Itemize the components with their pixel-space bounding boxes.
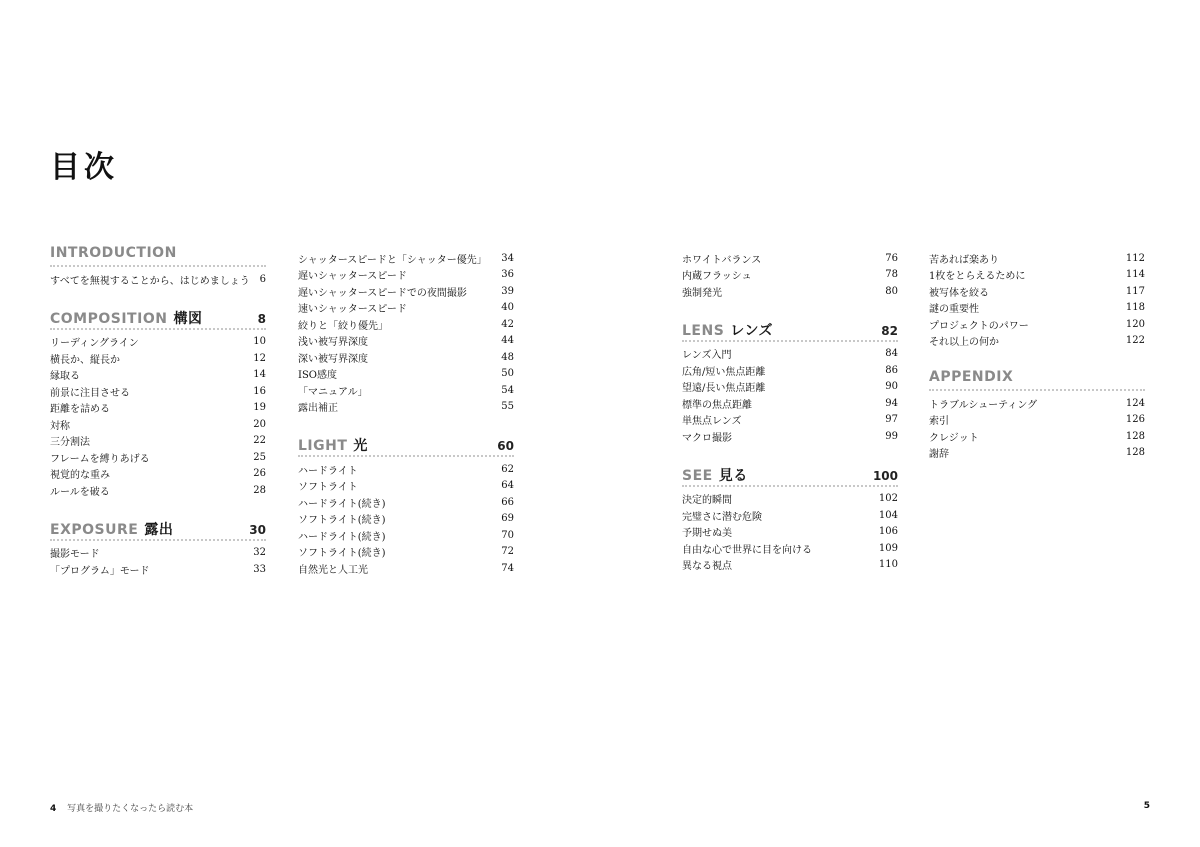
toc-section: [298, 435, 514, 577]
toc-entry-title: ISO感度: [298, 370, 337, 382]
toc-entry-page-number: 12: [253, 352, 266, 364]
section-heading: [682, 465, 898, 487]
toc-entry-page-number: 20: [253, 418, 266, 430]
toc-entry-title: 謝辞: [929, 449, 949, 461]
toc-entry-page-number: 118: [1125, 302, 1145, 314]
toc-section: [682, 465, 898, 574]
toc-entry[interactable]: [298, 461, 514, 478]
section-name: [298, 435, 368, 455]
toc-entry[interactable]: [298, 527, 514, 544]
toc-entry[interactable]: [929, 316, 1145, 333]
toc-entry-page-number: 76: [885, 252, 898, 264]
toc-entry-title: 「マニュアル」: [298, 386, 368, 398]
toc-section: [50, 245, 266, 288]
toc-entry-title: 絞りと「絞り優先」: [298, 320, 388, 332]
section-name-en: INTRODUCTION: [50, 245, 177, 261]
toc-entry-page-number: 19: [253, 402, 266, 414]
toc-entry[interactable]: [50, 334, 266, 351]
toc-entry-title: 異なる視点: [682, 561, 732, 573]
toc-entry[interactable]: [682, 283, 898, 300]
toc-section: [298, 250, 514, 415]
toc-entry-page-number: 112: [1125, 252, 1145, 264]
section-name: [50, 519, 173, 539]
toc-entry-title: 1枚をとらえるために: [929, 271, 1026, 283]
toc-entry-page-number: 66: [501, 496, 514, 508]
toc-entry-page-number: 28: [253, 484, 266, 496]
toc-entry[interactable]: [929, 267, 1145, 284]
toc-entry-page-number: 122: [1125, 335, 1145, 347]
toc-entry-title: 浅い被写界深度: [298, 337, 368, 349]
toc-entry-page-number: 86: [885, 364, 898, 376]
section-page-number: 8: [257, 311, 266, 326]
toc-entry[interactable]: [50, 482, 266, 499]
toc-entry[interactable]: [929, 412, 1145, 429]
toc-entry-title: 予期せぬ美: [682, 528, 732, 540]
toc-entry-title: リーディングライン: [50, 338, 139, 350]
toc-entry-page-number: 33: [253, 563, 266, 575]
toc-entry[interactable]: [298, 283, 514, 300]
toc-entry-title: 深い被写界深度: [298, 353, 368, 365]
toc-entry-page-number: 84: [885, 348, 898, 360]
toc-entry[interactable]: [50, 545, 266, 562]
toc-entry-page-number: 44: [501, 335, 514, 347]
toc-entry-page-number: 114: [1125, 269, 1145, 281]
section-name-en: SEE: [682, 467, 713, 484]
toc-section: [50, 308, 266, 499]
toc-entry[interactable]: [929, 428, 1145, 445]
toc-entry-page-number: 109: [878, 542, 898, 554]
toc-entry-title: 完璧さに潜む危険: [682, 511, 762, 523]
toc-entry-title: 速いシャッタースピード: [298, 304, 407, 316]
toc-entry-page-number: 34: [501, 252, 514, 264]
toc-entry-title: 自然光と人工光: [298, 564, 368, 576]
section-name-ja: レンズ: [730, 322, 774, 339]
section-heading: [50, 308, 266, 330]
toc-entry[interactable]: [929, 250, 1145, 267]
toc-entry-title: ルールを破る: [50, 486, 110, 498]
toc-entry-title: シャッタースピードと「シャッター優先」: [298, 254, 487, 266]
toc-entry-title: 望遠/長い焦点距離: [682, 383, 766, 395]
toc-entry-page-number: 48: [501, 351, 514, 363]
toc-entry-title: ソフトライト(続き): [298, 548, 386, 560]
toc-entry-title: 三分割法: [50, 437, 90, 449]
toc-entry[interactable]: [50, 561, 266, 578]
toc-entry-title: すべてを無視することから、はじめましょう: [50, 275, 250, 287]
toc-entry[interactable]: [50, 271, 266, 288]
toc-entry-title: 視覚的な重み: [50, 470, 110, 482]
toc-entry-title: ハードライト(続き): [298, 498, 386, 510]
toc-entry[interactable]: [50, 433, 266, 450]
toc-entry-title: フレームを縛りあげる: [50, 453, 150, 465]
toc-entry[interactable]: [298, 494, 514, 511]
toc-entry-page-number: 16: [253, 385, 266, 397]
toc-entry-page-number: 97: [885, 414, 898, 426]
toc-entry-page-number: 80: [885, 285, 898, 297]
toc-entry-page-number: 120: [1125, 318, 1145, 330]
toc-entry-title: 撮影モード: [50, 549, 100, 561]
toc-column-1: [50, 245, 266, 598]
section-name: [929, 369, 1013, 385]
toc-entry-title: 索引: [929, 416, 949, 428]
toc-entry[interactable]: [682, 412, 898, 429]
toc-entry[interactable]: [298, 333, 514, 350]
toc-entry-page-number: 117: [1125, 285, 1145, 297]
toc-entry[interactable]: [682, 379, 898, 396]
toc-entry-page-number: 126: [1125, 414, 1145, 426]
section-name: [682, 320, 773, 340]
toc-entry-title: トラブルシューティング: [929, 399, 1038, 411]
toc-entry-page-number: 25: [253, 451, 266, 463]
toc-entry[interactable]: [50, 367, 266, 384]
toc-entry[interactable]: [929, 283, 1145, 300]
toc-entry[interactable]: [682, 540, 898, 557]
toc-column-3: [682, 250, 898, 593]
toc-entry-title: 自由な心で世界に目を向ける: [682, 544, 812, 556]
toc-column-2: [298, 250, 514, 597]
section-page-number: 82: [881, 323, 898, 338]
toc-entry-title: ホワイトバランス: [682, 254, 762, 266]
toc-entry[interactable]: [682, 250, 898, 267]
section-heading: [682, 320, 898, 342]
toc-entry[interactable]: [682, 491, 898, 508]
page-title: 目次: [50, 150, 118, 185]
toc-entry-page-number: 90: [885, 381, 898, 393]
toc-entry-page-number: 70: [501, 529, 514, 541]
toc-entry-title: 強制発光: [682, 287, 722, 299]
toc-entry-page-number: 55: [501, 401, 514, 413]
toc-entry[interactable]: [298, 300, 514, 317]
toc-entry-page-number: 104: [878, 509, 898, 521]
section-name-en: LENS: [682, 322, 725, 339]
section-heading: [298, 435, 514, 457]
section-heading: [929, 369, 1145, 391]
toc-entry-page-number: 50: [501, 368, 514, 380]
toc-entry-title: 内蔵フラッシュ: [682, 271, 752, 283]
toc-entry-page-number: 69: [501, 513, 514, 525]
section-page-number: 100: [872, 468, 898, 483]
toc-entry-page-number: 74: [501, 562, 514, 574]
toc-section: [929, 369, 1145, 461]
toc-entry[interactable]: [682, 507, 898, 524]
left-page-number: 4: [50, 804, 57, 814]
section-page-number: 30: [249, 522, 266, 537]
toc-entry-title: 謎の重要性: [929, 304, 979, 316]
section-name-en: COMPOSITION: [50, 310, 168, 327]
toc-entry-page-number: 62: [501, 463, 514, 475]
toc-entry-title: 標準の焦点距離: [682, 399, 752, 411]
toc-entry[interactable]: [50, 350, 266, 367]
toc-entry-title: マクロ撮影: [682, 432, 732, 444]
toc-entry-title: 横長か、縦長か: [50, 354, 120, 366]
toc-entry-title: レンズ入門: [682, 350, 732, 362]
toc-entry-page-number: 26: [253, 468, 266, 480]
toc-entry-title: ハードライト(続き): [298, 531, 386, 543]
toc-entry[interactable]: [682, 267, 898, 284]
section-name-en: APPENDIX: [929, 369, 1014, 385]
toc-entry[interactable]: [50, 400, 266, 417]
toc-entry-page-number: 54: [501, 384, 514, 396]
toc-entry[interactable]: [929, 333, 1145, 350]
toc-entry-page-number: 72: [501, 546, 514, 558]
toc-entry-page-number: 99: [885, 430, 898, 442]
toc-entry-page-number: 128: [1125, 447, 1145, 459]
toc-entry-title: 被写体を絞る: [929, 287, 989, 299]
toc-entry-page-number: 40: [501, 302, 514, 314]
toc-column-4: [929, 250, 1145, 481]
toc-section: [682, 250, 898, 300]
section-name: [50, 308, 202, 328]
toc-entry-page-number: 39: [501, 285, 514, 297]
toc-entry-title: 広角/短い焦点距離: [682, 366, 766, 378]
toc-entry-page-number: 128: [1125, 430, 1145, 442]
toc-entry-page-number: 22: [253, 435, 266, 447]
footer-left: [50, 801, 193, 814]
toc-entry[interactable]: [929, 300, 1145, 317]
toc-entry[interactable]: [298, 316, 514, 333]
section-heading: [50, 519, 266, 541]
toc-entry[interactable]: [50, 449, 266, 466]
toc-entry[interactable]: [682, 346, 898, 363]
toc-entry-page-number: 10: [253, 336, 266, 348]
toc-entry-title: クレジット: [929, 432, 979, 444]
toc-entry-title: 「プログラム」モード: [50, 565, 150, 577]
section-name-ja: 構図: [173, 310, 203, 327]
toc-entry[interactable]: [298, 560, 514, 577]
toc-entry-title: 遅いシャッタースピード: [298, 271, 407, 283]
toc-entry[interactable]: [298, 382, 514, 399]
toc-entry[interactable]: [50, 466, 266, 483]
toc-entry[interactable]: [298, 349, 514, 366]
toc-entry-title: 決定的瞬間: [682, 495, 732, 507]
toc-entry[interactable]: [682, 428, 898, 445]
section-page-number: 60: [497, 439, 514, 453]
section-name-ja: 見る: [718, 467, 748, 484]
toc-entry-page-number: 32: [253, 547, 266, 559]
toc-entry-page-number: 6: [259, 273, 266, 285]
toc-entry-page-number: 42: [501, 318, 514, 330]
toc-entry-title: 縁取る: [50, 371, 80, 383]
toc-entry[interactable]: [929, 445, 1145, 462]
toc-entry-title: ハードライト: [298, 465, 358, 477]
toc-entry[interactable]: [298, 511, 514, 528]
toc-entry[interactable]: [298, 250, 514, 267]
toc-entry[interactable]: [682, 395, 898, 412]
toc-entry-title: 距離を詰める: [50, 404, 110, 416]
toc-entry[interactable]: [50, 383, 266, 400]
toc-entry[interactable]: [50, 416, 266, 433]
toc-entry[interactable]: [682, 362, 898, 379]
toc-entry-title: 遅いシャッタースピードでの夜間撮影: [298, 287, 467, 299]
toc-entry-page-number: 110: [878, 559, 898, 571]
toc-section: [50, 519, 266, 578]
toc-entry-title: 単焦点レンズ: [682, 416, 742, 428]
toc-entry-page-number: 36: [501, 269, 514, 281]
toc-entry-page-number: 124: [1125, 397, 1145, 409]
toc-entry-page-number: 64: [501, 480, 514, 492]
toc-section: [682, 320, 898, 445]
section-name: [50, 245, 177, 261]
toc-entry[interactable]: [682, 524, 898, 541]
toc-entry-title: 露出補正: [298, 403, 338, 415]
toc-entry-title: ソフトライト: [298, 482, 358, 494]
toc-entry-title: ソフトライト(続き): [298, 515, 386, 527]
toc-entry[interactable]: [929, 395, 1145, 412]
toc-entry-page-number: 106: [878, 526, 898, 538]
section-name-en: LIGHT: [298, 438, 348, 454]
book-title: 写真を撮りたくなったら読む本: [67, 804, 194, 814]
toc-entry-page-number: 78: [885, 269, 898, 281]
toc-entry[interactable]: [298, 544, 514, 561]
section-name-ja: 光: [353, 438, 368, 454]
section-name-en: EXPOSURE: [50, 521, 139, 538]
toc-entry-title: プロジェクトのパワー: [929, 320, 1029, 332]
toc-entry[interactable]: [682, 557, 898, 574]
toc-entry-title: 対称: [50, 420, 70, 432]
toc-entry[interactable]: [298, 399, 514, 416]
right-page-number: 5: [1143, 801, 1150, 811]
toc-section: [929, 250, 1145, 349]
toc-entry[interactable]: [298, 366, 514, 383]
toc-entry[interactable]: [298, 267, 514, 284]
toc-entry-page-number: 94: [885, 397, 898, 409]
section-heading: [50, 245, 266, 267]
toc-entry-title: 前景に注目させる: [50, 387, 130, 399]
toc-entry-page-number: 14: [253, 369, 266, 381]
toc-entry-page-number: 102: [878, 493, 898, 505]
toc-entry-title: 苦あれば楽あり: [929, 254, 999, 266]
section-name: [682, 465, 748, 485]
toc-entry[interactable]: [298, 478, 514, 495]
section-name-ja: 露出: [144, 521, 174, 538]
toc-entry-title: それ以上の何か: [929, 337, 999, 349]
